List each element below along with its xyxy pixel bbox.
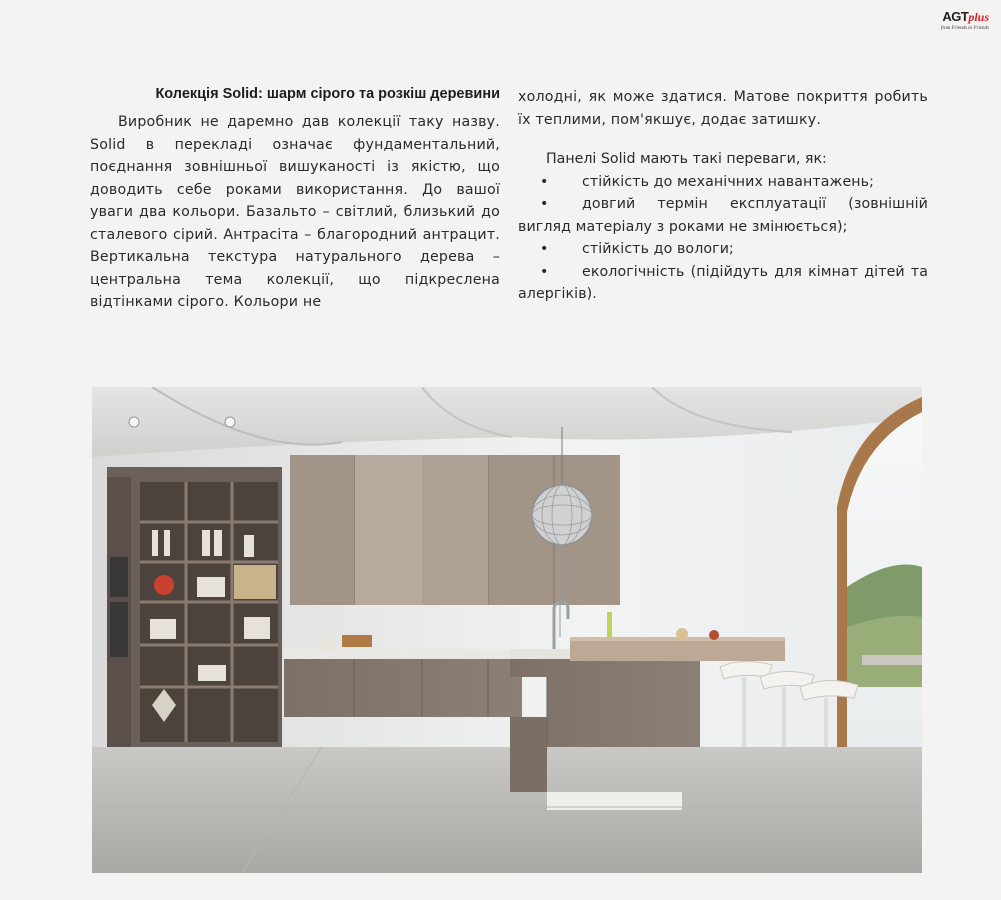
bullet-icon: • (540, 196, 549, 212)
advantage-text: екологічність (підійдуть для кімнат дітей та алергіків). (518, 263, 928, 302)
pendant-lamp (532, 485, 592, 545)
bullet-icon: • (540, 263, 549, 280)
base-cabinets (284, 659, 522, 717)
article-title: Колекція Solid: шарм сірого та розкіш деревини (155, 86, 500, 102)
bar-counter (570, 639, 785, 661)
advantages-list (518, 171, 928, 306)
advantage-text: стійкість до механічних навантажень; (582, 173, 874, 190)
advantage-item (518, 238, 928, 261)
bullet-icon: • (540, 241, 549, 257)
floor (92, 747, 922, 873)
article-body-left: Виробник не даремно дав колекції таку назву. Solid в перекладі означає фундаментальний, поєднання зовнішньої вишуканості із якістю, що доводить себе роками використання. До вашої уваги два кольори. Базальто – світлий, близький до сталевого сірий. Антрасіта – благородний антрацит. Вертикальна текстура натурального дерева – центральна тема колекції, що підкреслена відтінками сірого. Кольори не (90, 114, 500, 310)
logo-plus-text: plus (968, 10, 989, 24)
advantage-text: довгий термін експлуатації (зовнішній вигляд матеріалу з роками не змінюється); (518, 196, 928, 235)
right-column (518, 86, 928, 306)
advantage-item (518, 193, 928, 238)
brand-logo (929, 6, 989, 46)
worktop (284, 649, 522, 659)
kitchen-photo (92, 387, 922, 873)
advantage-text: стійкість до вологи; (582, 241, 734, 257)
logo-tagline: from Friends to Friends (940, 26, 989, 31)
advantages-intro: Панелі Solid мають такі переваги, як: (546, 151, 827, 167)
logo-main-text: AGT (942, 9, 969, 24)
bullet-icon: • (540, 173, 549, 190)
advantage-item (518, 261, 928, 306)
article-body-continuation: холодні, як може здатися. Матове покриття робить їх теплими, пом'якшує, додає затишку. (518, 89, 928, 128)
left-column (90, 86, 500, 314)
advantage-item (518, 171, 928, 194)
